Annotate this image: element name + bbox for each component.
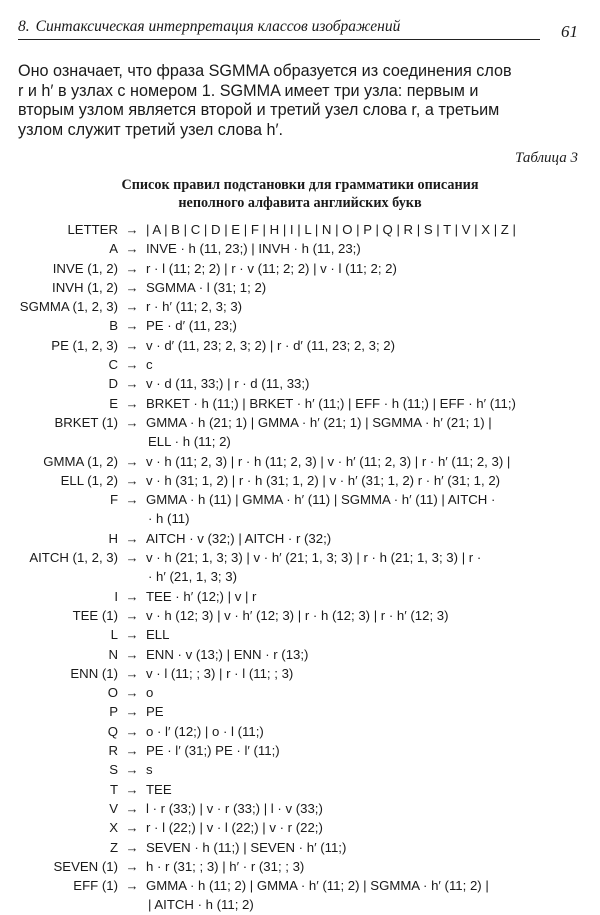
rule-rhs bbox=[146, 857, 600, 876]
rule-row bbox=[0, 374, 600, 393]
rule-lhs: R bbox=[108, 743, 118, 759]
rule-lhs: T bbox=[109, 781, 118, 797]
rule-lhs: PE (1, 2, 3) bbox=[51, 337, 118, 353]
rule-row bbox=[0, 625, 600, 644]
body-paragraph bbox=[18, 62, 538, 140]
rule-lhs: L bbox=[110, 627, 118, 643]
rule-row bbox=[0, 702, 600, 721]
rule-row bbox=[0, 857, 600, 876]
rule-rhs bbox=[146, 297, 600, 316]
rule-arrow: → bbox=[125, 222, 139, 237]
rule-rhs bbox=[146, 587, 600, 606]
rule-arrow: → bbox=[125, 241, 139, 257]
rule-rhs-line: PE · d′ (11, 23;) bbox=[146, 318, 237, 334]
rule-arrow: → bbox=[125, 627, 139, 643]
rule-arrow: → bbox=[125, 878, 139, 894]
rule-lhs: TEE (1) bbox=[72, 607, 118, 623]
rule-rhs-line: v · d′ (11, 23; 2, 3; 2) | r · d′ (11, 23; 2, 3; 2) bbox=[146, 337, 396, 353]
rule-rhs-line: GMMA · h (11) | GMMA · h′ (11) | SGMMA · h′ (11) | AITCH · bbox=[146, 492, 496, 508]
rule-rhs bbox=[146, 413, 600, 452]
rule-lhs: Q bbox=[107, 723, 118, 739]
rule-arrow: → bbox=[125, 723, 139, 739]
rule-rhs-line: | AITCH · h (11; 2) bbox=[148, 897, 254, 913]
rule-rhs-line: r · l (22;) | v · l (22;) | v · r (22;) bbox=[146, 820, 323, 836]
rule-rhs bbox=[146, 838, 600, 857]
rule-rhs-line: SEVEN · h (11;) | SEVEN · h′ (11;) bbox=[146, 839, 347, 855]
rule-rhs bbox=[146, 645, 600, 664]
rule-rhs-line: PE bbox=[146, 704, 164, 720]
rule-rhs bbox=[146, 722, 600, 741]
rule-rhs bbox=[146, 316, 600, 335]
rule-lhs: C bbox=[108, 357, 118, 373]
caption-line: неполного алфавита английских букв bbox=[178, 195, 422, 211]
rule-arrow: → bbox=[125, 453, 139, 469]
rule-lhs: INVH (1, 2) bbox=[52, 279, 118, 295]
rule-rhs-line: s bbox=[146, 762, 153, 778]
rule-row bbox=[0, 664, 600, 683]
rules-table bbox=[0, 220, 600, 915]
paragraph-line: узлом служит третий узел слова h′. bbox=[18, 120, 283, 139]
rule-arrow: → bbox=[125, 781, 139, 797]
rule-arrow: → bbox=[125, 858, 139, 874]
rule-lhs: GMMA (1, 2) bbox=[43, 453, 118, 469]
rule-rhs-line: ELL · h (11; 2) bbox=[148, 434, 231, 450]
rule-rhs-line: PE · l′ (31;) PE · l′ (11;) bbox=[146, 743, 280, 759]
rule-rhs-line: SGMMA · l (31; 1; 2) bbox=[146, 279, 267, 295]
rule-rhs bbox=[146, 374, 600, 393]
rule-arrow: → bbox=[125, 357, 139, 373]
rule-rhs bbox=[146, 606, 600, 625]
rule-lhs: B bbox=[109, 318, 118, 334]
rule-rhs-line: AITCH · v (32;) | AITCH · r (32;) bbox=[146, 530, 332, 546]
rule-arrow: → bbox=[125, 704, 139, 720]
rule-rhs-line: r · l (11; 2; 2) | r · v (11; 2; 2) | v · l (11; 2; 2) bbox=[146, 260, 397, 276]
rule-rhs bbox=[146, 336, 600, 355]
rule-rhs bbox=[146, 876, 600, 915]
rule-rhs bbox=[146, 471, 600, 490]
section-number: 8. bbox=[18, 18, 30, 35]
rule-arrow: → bbox=[125, 607, 139, 623]
rule-rhs bbox=[146, 548, 600, 587]
paragraph-line: r и h′ в узлах с номером 1. SGMMA имеет три узла: первым и bbox=[18, 81, 479, 100]
rule-rhs bbox=[146, 818, 600, 837]
rule-arrow: → bbox=[125, 414, 139, 430]
rule-arrow: → bbox=[125, 395, 139, 411]
rule-row bbox=[0, 645, 600, 664]
rule-rhs bbox=[146, 490, 600, 529]
rule-rhs bbox=[146, 259, 600, 278]
rule-rhs-line: · h (11) bbox=[148, 511, 190, 527]
rule-lhs: E bbox=[109, 395, 118, 411]
rule-lhs: N bbox=[108, 646, 118, 662]
rule-rhs-line: o bbox=[146, 685, 154, 701]
rule-lhs: S bbox=[109, 762, 118, 778]
rule-lhs: SEVEN (1) bbox=[53, 858, 118, 874]
rule-rhs-line: ELL bbox=[146, 627, 170, 643]
rule-arrow: → bbox=[125, 800, 139, 816]
rule-rhs-line: v · h (31; 1, 2) | r · h (31; 1, 2) | v · h′ (31; 1, 2) r · h′ (31; 1, 2) bbox=[146, 472, 501, 488]
rule-row bbox=[0, 220, 600, 239]
caption-line: Список правил подстановки для грамматики описания bbox=[121, 177, 479, 193]
rule-arrow: → bbox=[125, 685, 139, 701]
rule-row bbox=[0, 683, 600, 702]
rule-arrow: → bbox=[125, 743, 139, 759]
rule-rhs-line: GMMA · h (11; 2) | GMMA · h′ (11; 2) | SGMMA · h′ (11; 2) | bbox=[146, 878, 489, 894]
rule-arrow: → bbox=[125, 337, 139, 353]
rule-row bbox=[0, 818, 600, 837]
rule-rhs-line: | A | B | C | D | E | F | H | I | L | N | O | P | Q | R | S | T | V | X | Z | bbox=[146, 222, 516, 237]
rule-row bbox=[0, 278, 600, 297]
rule-row bbox=[0, 355, 600, 374]
rule-lhs: Z bbox=[109, 839, 118, 855]
rule-rhs bbox=[146, 683, 600, 702]
rule-lhs: I bbox=[114, 588, 118, 604]
rule-arrow: → bbox=[125, 318, 139, 334]
rule-row bbox=[0, 452, 600, 471]
rule-row bbox=[0, 239, 600, 258]
rule-arrow: → bbox=[125, 530, 139, 546]
rule-row bbox=[0, 741, 600, 760]
rule-lhs: X bbox=[109, 820, 118, 836]
rule-lhs: EFF (1) bbox=[73, 878, 118, 894]
rule-lhs: H bbox=[108, 530, 118, 546]
rule-lhs: INVE (1, 2) bbox=[52, 260, 118, 276]
rule-rhs bbox=[146, 220, 600, 239]
rule-row bbox=[0, 471, 600, 490]
rule-row bbox=[0, 394, 600, 413]
rule-row bbox=[0, 490, 600, 529]
rule-row bbox=[0, 587, 600, 606]
table-label: Таблица 3 bbox=[515, 150, 578, 166]
rule-rhs bbox=[146, 239, 600, 258]
page-number: 61 bbox=[561, 22, 578, 41]
rule-rhs-line: r · h′ (11; 2, 3; 3) bbox=[146, 299, 243, 315]
rule-rhs bbox=[146, 780, 600, 799]
table-caption bbox=[55, 176, 545, 212]
rule-lhs: F bbox=[109, 492, 118, 508]
running-header bbox=[18, 18, 540, 40]
rule-rhs-line: GMMA · h (21; 1) | GMMA · h′ (21; 1) | SGMMA · h′ (21; 1) | bbox=[146, 414, 492, 430]
rule-rhs-line: h · r (31; ; 3) | h′ · r (31; ; 3) bbox=[146, 858, 305, 874]
rule-rhs-line: v · h (21; 1, 3; 3) | v · h′ (21; 1, 3; 3) | r · h (21; 1, 3; 3) | r · bbox=[146, 550, 482, 566]
rule-row bbox=[0, 548, 600, 587]
rule-arrow: → bbox=[125, 550, 139, 566]
rule-lhs: SGMMA (1, 2, 3) bbox=[19, 299, 118, 315]
rule-arrow: → bbox=[125, 665, 139, 681]
rule-rhs bbox=[146, 799, 600, 818]
rule-row bbox=[0, 297, 600, 316]
rule-rhs-line: v · l (11; ; 3) | r · l (11; ; 3) bbox=[146, 665, 294, 681]
rule-arrow: → bbox=[125, 588, 139, 604]
rule-row bbox=[0, 413, 600, 452]
rule-rhs bbox=[146, 529, 600, 548]
rule-row bbox=[0, 316, 600, 335]
rule-rhs-line: v · h (11; 2, 3) | r · h (11; 2, 3) | v · h′ (11; 2, 3) | r · h′ (11; 2, 3) | bbox=[146, 453, 511, 469]
rule-lhs: A bbox=[109, 241, 118, 257]
rule-rhs bbox=[146, 452, 600, 471]
rule-arrow: → bbox=[125, 260, 139, 276]
rule-rhs bbox=[146, 625, 600, 644]
rule-row bbox=[0, 780, 600, 799]
rule-row bbox=[0, 259, 600, 278]
rule-row bbox=[0, 606, 600, 625]
rule-rhs-line: o · l′ (12;) | o · l (11;) bbox=[146, 723, 264, 739]
section-title: Синтаксическая интерпретация классов изображений bbox=[35, 18, 401, 35]
rule-row bbox=[0, 838, 600, 857]
rule-arrow: → bbox=[125, 376, 139, 392]
rule-rhs bbox=[146, 741, 600, 760]
rule-lhs: LETTER bbox=[67, 222, 118, 237]
rule-row bbox=[0, 876, 600, 915]
rule-rhs-line: INVE · h (11, 23;) | INVH · h (11, 23;) bbox=[146, 241, 361, 257]
rule-rhs-line: TEE bbox=[146, 781, 172, 797]
paragraph-line: вторым узлом является второй и третий узел слова r, а третьим bbox=[18, 101, 500, 119]
rule-lhs: O bbox=[107, 685, 118, 701]
rule-arrow: → bbox=[125, 299, 139, 315]
rule-rhs bbox=[146, 760, 600, 779]
rule-rhs bbox=[146, 355, 600, 374]
rule-lhs: ELL (1, 2) bbox=[60, 472, 118, 488]
rule-row bbox=[0, 760, 600, 779]
rule-rhs-line: v · d (11, 33;) | r · d (11, 33;) bbox=[146, 376, 310, 392]
rule-rhs-line: BRKET · h (11;) | BRKET · h′ (11;) | EFF · h (11;) | EFF · h′ (11;) bbox=[146, 395, 516, 411]
rule-rhs bbox=[146, 278, 600, 297]
rule-lhs: P bbox=[109, 704, 118, 720]
rule-rhs-line: · h′ (21, 1, 3; 3) bbox=[148, 569, 237, 585]
rule-rhs bbox=[146, 702, 600, 721]
rule-lhs: ENN (1) bbox=[70, 665, 118, 681]
rule-rhs-line: ENN · v (13;) | ENN · r (13;) bbox=[146, 646, 309, 662]
rule-arrow: → bbox=[125, 472, 139, 488]
rule-arrow: → bbox=[125, 492, 139, 508]
rule-rhs-line: l · r (33;) | v · r (33;) | l · v (33;) bbox=[146, 800, 323, 816]
rule-rhs bbox=[146, 664, 600, 683]
rule-rhs-line: v · h (12; 3) | v · h′ (12; 3) | r · h (12; 3) | r · h′ (12; 3) bbox=[146, 607, 449, 623]
rule-row bbox=[0, 529, 600, 548]
rule-lhs: D bbox=[108, 376, 118, 392]
rule-arrow: → bbox=[125, 820, 139, 836]
rule-rhs-line: c bbox=[146, 357, 153, 373]
rule-row bbox=[0, 336, 600, 355]
rule-row bbox=[0, 799, 600, 818]
rule-lhs: V bbox=[109, 800, 118, 816]
rule-lhs: AITCH (1, 2, 3) bbox=[29, 550, 118, 566]
rule-row bbox=[0, 722, 600, 741]
rule-arrow: → bbox=[125, 279, 139, 295]
paragraph-line: Оно означает, что фраза SGMMA образуется из соединения слов bbox=[18, 62, 512, 80]
rule-arrow: → bbox=[125, 839, 139, 855]
rule-rhs-line: TEE · h′ (12;) | v | r bbox=[146, 588, 257, 604]
rule-arrow: → bbox=[125, 762, 139, 778]
rule-rhs bbox=[146, 394, 600, 413]
rule-lhs: BRKET (1) bbox=[54, 414, 118, 430]
rule-arrow: → bbox=[125, 646, 139, 662]
